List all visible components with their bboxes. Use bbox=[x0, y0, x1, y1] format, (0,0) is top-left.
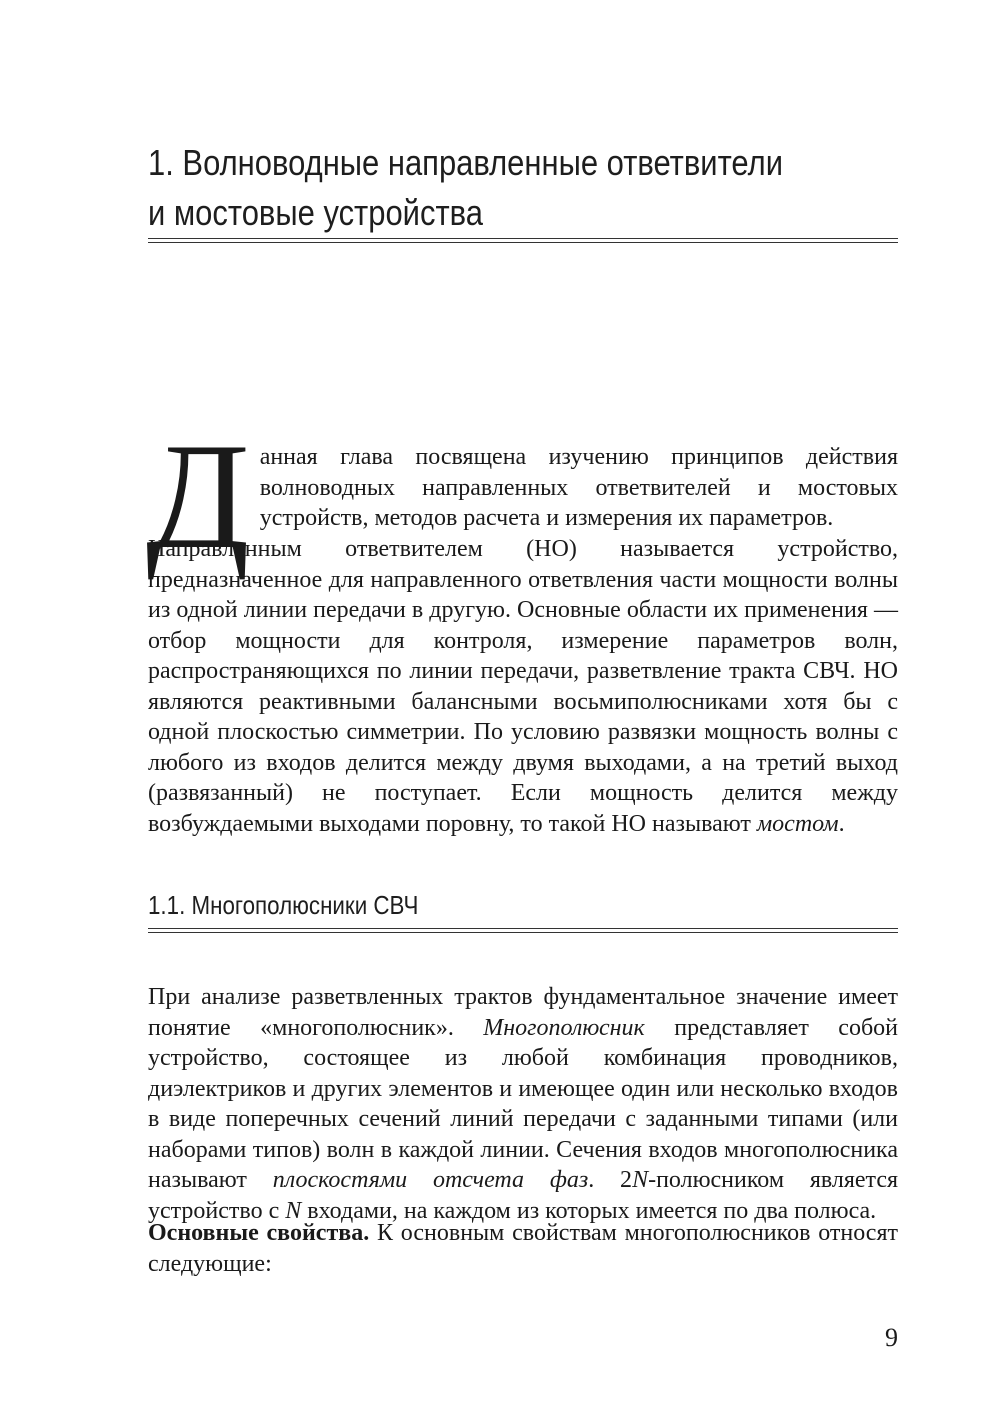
chapter-title-line1: 1. Волноводные направленные ответвители bbox=[148, 142, 783, 183]
definition-paragraph bbox=[148, 534, 898, 839]
chapter-title-rule bbox=[148, 238, 898, 243]
properties-paragraph bbox=[148, 1218, 898, 1279]
chapter-title-line2: и мостовые устройства bbox=[148, 192, 483, 233]
definition-italic-term: мостом bbox=[756, 810, 839, 837]
definition-end: . bbox=[838, 810, 845, 837]
section-title: 1.1. Многополюсники СВЧ bbox=[148, 890, 419, 920]
properties-bold-heading: Основные свойства. bbox=[148, 1220, 370, 1246]
multiport-text-4: -полюсником является устройство с bbox=[148, 1167, 899, 1224]
intro-paragraph bbox=[146, 412, 898, 580]
intro-text: анная глава посвящена изучению принципов действия волноводных направленных ответвителей и мостовых устройств, методов расчета и измерения их параметров. bbox=[259, 444, 898, 531]
multiport-italic-4: N bbox=[285, 1197, 302, 1224]
multiport-text-5: входами, на каждом из которых имеется по два полюса. bbox=[301, 1197, 877, 1224]
properties-text: К основным свойствам многополюсников относят следующие: bbox=[148, 1220, 898, 1277]
section-title-rule bbox=[148, 928, 898, 933]
drop-cap: Д bbox=[146, 412, 250, 580]
definition-text: Направленным ответвителем (НО) называется устройство, предназначенное для направленного ответвления части мощности волны из одной линии передачи в другую. Основные области их применения — отбор мощности для контроля, измерение параметров волн, распространяющихся по линии передачи, разветвление тракта СВЧ. НО являются реактивными балансными восьмиполюсниками хотя бы с одной плоскостью симметрии. По условию развязки мощность волны с любого из входов делится между двумя выходами, а на третий выход (развязанный) не поступает. Если мощность делится между возбуждаемыми выходами поровну, то такой НО называют bbox=[148, 536, 898, 837]
multiport-text-3: . 2 bbox=[588, 1167, 633, 1193]
multiport-paragraph bbox=[148, 982, 898, 1226]
multiport-italic-1: Многополюсник bbox=[483, 1014, 645, 1041]
multiport-text-1: При анализе разветвленных трактов фундаментальное значение имеет понятие «многополюсник». bbox=[148, 984, 898, 1041]
page-number: 9 bbox=[885, 1323, 898, 1352]
multiport-text-2: представляет собой устройство, состоящее из любой комбинация проводников, диэлектриков и других элементов и имеющее один или несколько входов в виде поперечных сечений линий передачи с заданными типами (или наборами типов) волн в каждой линии. Сечения входов многополюсника называют bbox=[148, 1014, 898, 1193]
multiport-italic-3: N bbox=[632, 1167, 649, 1193]
multiport-italic-2: плоскостями отсчета фаз bbox=[272, 1167, 589, 1193]
chapter-title bbox=[148, 138, 802, 238]
